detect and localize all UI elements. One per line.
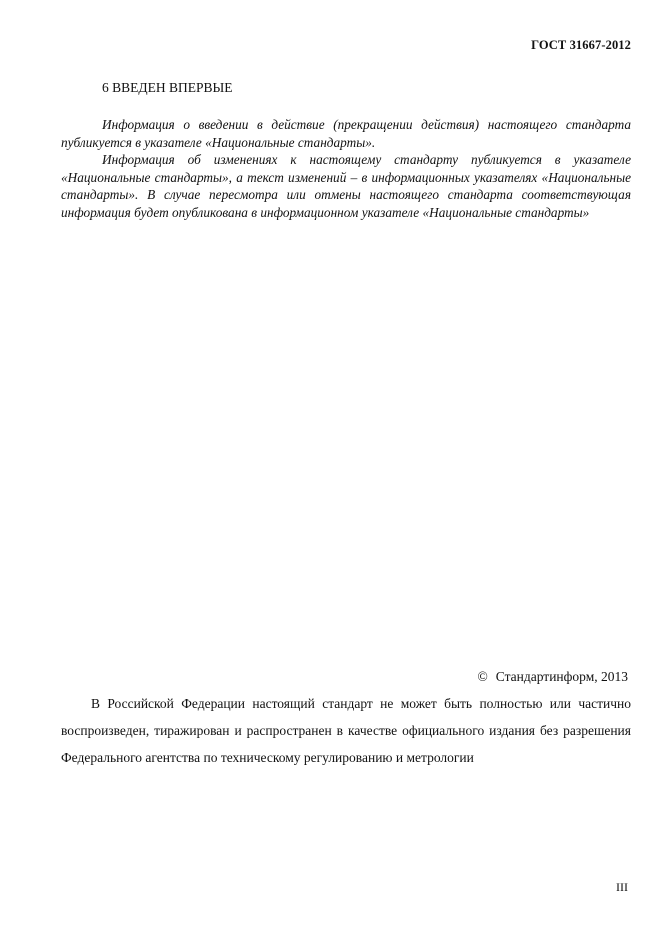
legal-notice (61, 690, 631, 771)
info-paragraph-changes: Информация об изменениях к настоящему стандарту публикуется в указателе «Национальные стандарты», а текст изменений – в информационных указателях «Национальные стандарты». В случае пересмотра или отмены настоящего стандарта соответствующая информация будет опубликована в информационном указателе «Национальные стандарты» (61, 152, 631, 220)
document-code: ГОСТ 31667-2012 (531, 38, 631, 52)
info-paragraph-introduction: Информация о введении в действие (прекращении действия) настоящего стандарта публикуется в указателе «Национальные стандарты». (61, 117, 631, 150)
section-title: 6 ВВЕДЕН ВПЕРВЫЕ (102, 80, 233, 95)
copyright-line (478, 669, 629, 685)
copyright-icon: © (477, 669, 488, 684)
info-block (61, 116, 631, 221)
copyright-text: Стандартинформ, 2013 (495, 669, 628, 684)
legal-notice-text: В Российской Федерации настоящий стандарт не может быть полностью или частично воспроизведен, тиражирован и распространен в качестве официального издания без разрешения Федерального агентства по техническому регулированию и метрологии (61, 696, 631, 765)
page-number: III (616, 880, 628, 894)
